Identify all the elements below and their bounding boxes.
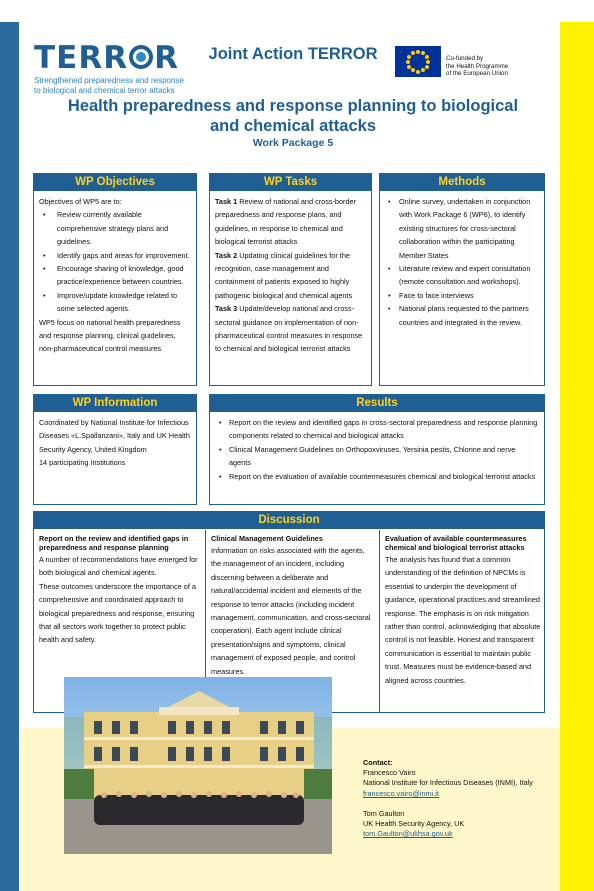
contact-name: Tom Gaulton (363, 808, 405, 818)
methods-panel (379, 173, 545, 386)
eu-star-icon (407, 65, 411, 69)
contact-email-link[interactable]: francesco.vairo@inmi.it (363, 788, 439, 798)
right-yellow-stripe (560, 22, 594, 891)
cofunded-line: of the European Union (446, 70, 508, 78)
logo-word-part: R (154, 40, 179, 76)
logo-word-part: TE (34, 40, 79, 76)
logo-word-part: R (103, 40, 129, 76)
eu-star-icon (406, 60, 410, 64)
eu-star-icon (426, 60, 430, 64)
title-line: and chemical attacks (210, 117, 376, 135)
list-item: • Literature review and expert consultation (remote consultation and workshops). (385, 262, 539, 289)
list-item: • Review currently available comprehensive strategy plans and guidelines. (39, 208, 191, 248)
tasks-panel (209, 173, 372, 386)
discussion-column-countermeasures (379, 530, 546, 713)
task-label: Task 1 (215, 197, 238, 206)
cofunded-line: the Health Programme (446, 62, 509, 70)
list-item: • Clinical Management Guidelines on Orthopoxviruses, Yersinia pestis, Chlorine and nerve agents (215, 443, 539, 470)
contact-organization: UK Health Security Agency, UK (363, 819, 465, 829)
task-label: Task 2 (215, 250, 238, 260)
eu-flag-icon (395, 46, 441, 77)
objectives-list (39, 208, 191, 315)
contact-name: Francesco Vairo (363, 768, 416, 778)
task-item (215, 249, 366, 303)
info-heading: WP Information (34, 395, 196, 412)
logo-tagline-line: to biological and chemical terror attacks (34, 86, 175, 95)
logo-target-icon (129, 45, 153, 69)
list-item: • Report on the review and identified gaps in cross-sectoral preparedness and response planning components related to chemical and biological attacks (215, 416, 539, 443)
methods-list (385, 195, 539, 329)
task-item (215, 195, 366, 249)
info-coordinated: Coordinated by National Institute for Infectious Diseases «L.Spallanzani», Italy and UK Health Security Agency, United Kingdom (39, 418, 190, 454)
objectives-outro: WP5 focus on national health preparedness and response planning, clinical guidelines, non-pharmaceutical control measures (39, 317, 181, 354)
cofunded-line: Co-funded by (446, 55, 484, 62)
results-heading: Results (210, 395, 544, 412)
discussion-col-title: Report on the review and identified gaps in preparedness and response planning (39, 534, 189, 552)
poster-subtitle: Work Package 5 (252, 137, 334, 149)
discussion-col-title: Clinical Management Guidelines (211, 534, 323, 543)
list-item: • National plans requested to the partners countries and integrated in the review. (385, 302, 539, 329)
eu-star-icon (416, 50, 420, 54)
task-item (215, 302, 366, 356)
task-label: Task 3 (215, 304, 238, 314)
title-line: Health preparedness and response planning to biological (67, 97, 519, 115)
eu-star-icon (421, 51, 425, 55)
eu-star-icon (416, 70, 420, 74)
poster-title (40, 96, 546, 136)
discussion-col-title: Evaluation of available countermeasures chemical and biological terrorist attacks (385, 534, 527, 552)
contact-block (363, 758, 553, 839)
discussion-heading: Discussion (34, 512, 544, 529)
methods-heading: Methods (380, 174, 544, 191)
task-text: Review of national and cross-border preparedness and response plans, and guidelines, in response to chemical and biological terrorist attacks (215, 197, 357, 247)
logo-wordmark (34, 42, 194, 74)
building-illustration (64, 677, 332, 854)
contact-organization: National Institute for Infectious Diseases (INMI), Italy (363, 778, 533, 788)
objectives-panel (33, 173, 197, 386)
objectives-intro: Objectives of WP5 are to: (39, 197, 122, 206)
eu-star-icon (425, 65, 429, 69)
contact-label: Contact: (363, 758, 393, 767)
eu-star-icon (407, 55, 411, 59)
discussion-paragraph: A number of recommendations have emerged for both biological and chemical agents. (39, 555, 198, 578)
joint-action-title: Joint Action TERROR (208, 45, 378, 63)
eu-star-icon (411, 51, 415, 55)
cofunded-text (446, 55, 556, 78)
list-item: • Identify gaps and areas for improvement. (39, 249, 191, 262)
info-panel (33, 394, 197, 505)
logo-tagline-line: Strengthened preparedness and response (34, 76, 184, 85)
tasks-heading: WP Tasks (210, 174, 371, 191)
list-item: • Face to face interviews (385, 289, 539, 302)
list-item: • Encourage sharing of knowledge, good practice/experience between countries. (39, 262, 191, 289)
discussion-paragraph: Information on risks associated with the agents, the management of an incident, including discerning between a deliberate and natural/accidental incident and elements of the response to terror attacks (including incident management, communication, and cross-sectoral cooperation). Each agent include clinical presentation/signs and symptoms, clinical management of exposed people, and control measures. (211, 546, 371, 676)
logo-word-part: R (78, 40, 104, 76)
list-item: • Improve/update knowledge related to some selected agents. (39, 289, 191, 316)
discussion-paragraph: The analysis has found that a common understanding of the definition of NPCMs is essential to underpin the development of guidance, operational practices and streamlined response. The emphasis is on risk mitigation rather than control, acknowledging that absolute control is not feasible. Honest and transparent communication is essential to maintain public trust. Measures must be evidence-based and aligned across countries. (385, 555, 541, 685)
list-item: • Online survey, undertaken in conjunction with Work Package 6 (WP6), to identify existing structures for cross-sectoral collaboration within the participating Member States (385, 195, 539, 262)
discussion-paragraph: These outcomes underscore the importance of a comprehensive and coordinated approach to biological preparedness and response, ensuring that all sectors work together to protect public health and safety. (39, 581, 196, 645)
results-list (215, 416, 539, 483)
group-photo (64, 677, 332, 854)
eu-star-icon (421, 68, 425, 72)
task-text: Updating clinical guidelines for the recognition, case management and containment of patients exposed to highly pathogenic biological and chemical agents (215, 250, 353, 300)
eu-star-icon (425, 55, 429, 59)
eu-star-icon (411, 68, 415, 72)
task-text: Update/develop national and cross-sectoral guidance on implementation of non-pharmaceutical control measures in response to chemical and biological terrorist attacks (215, 304, 363, 354)
results-panel (209, 394, 545, 505)
contact-email-link[interactable]: tom.Gaulton@ukhsa.gov.uk (363, 829, 453, 839)
list-item: • Report on the evaluation of available countermeasures chemical and biological terrorist attacks (215, 470, 539, 483)
info-participants: 14 participating Institutions (39, 458, 126, 468)
left-blue-stripe (0, 22, 19, 891)
logo-tagline (34, 76, 194, 96)
objectives-heading: WP Objectives (34, 174, 196, 191)
terror-logo (34, 42, 194, 96)
